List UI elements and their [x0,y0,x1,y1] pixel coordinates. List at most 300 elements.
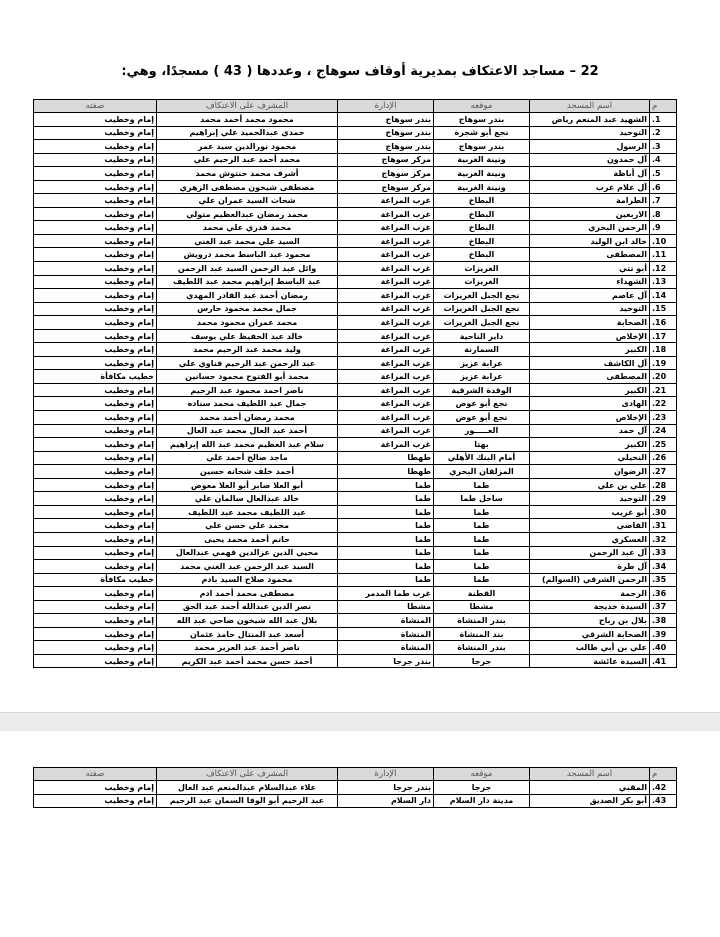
cell-supervisor: ناصر احمد محمود عبد الرحيم [157,383,338,397]
table-header-row [34,768,677,781]
cell-mosque-name: الكبير [530,383,650,397]
cell-role: خطيب مكافأة [34,370,157,384]
cell-administration: غرب المراغة [338,289,434,303]
cell-administration: طما [338,505,434,519]
cell-mosque-name: القاضي [530,519,650,533]
cell-location: عرابة عزيز [434,356,530,370]
cell-supervisor: عبد الرحمن عبد الرحيم قناوي علي [157,356,338,370]
cell-administration: بندر جرجا [338,781,434,795]
table-row [34,627,677,641]
cell-role: إمام وخطيب [34,262,157,276]
cell-supervisor: السيد عبد الرحمن عبد الغني محمد [157,560,338,574]
cell-administration: بندر سوهاج [338,140,434,154]
cell-supervisor: بلال عبد الله شيخون ضاحي عبد الله [157,614,338,628]
table-row [34,546,677,560]
cell-role: إمام وخطيب [34,383,157,397]
cell-supervisor: مصطفى شيخون مصطفى الزهري [157,180,338,194]
cell-administration: غرب المراغة [338,316,434,330]
cell-supervisor: عبد الرحيم أبو الوفا السمان عبد الرحيم [157,794,338,808]
cell-administration: غرب المراغة [338,343,434,357]
cell-mosque-name: التوحيد [530,302,650,316]
header-location: موقعه [434,768,530,781]
cell-role: إمام وخطيب [34,221,157,235]
table-row [34,532,677,546]
cell-role: إمام وخطيب [34,302,157,316]
cell-location: ونينة الغربية [434,180,530,194]
cell-role: إمام وخطيب [34,438,157,452]
table-row [34,587,677,601]
cell-role: إمام وخطيب [34,356,157,370]
cell-location: طما [434,505,530,519]
cell-num: 24. [650,424,677,438]
cell-mosque-name: الكبير [530,438,650,452]
cell-role: إمام وخطيب [34,234,157,248]
cell-administration: غرب طما المدمر [338,587,434,601]
cell-location: مدينة دار السلام [434,794,530,808]
header-num: م [650,768,677,781]
cell-role: إمام وخطيب [34,126,157,140]
cell-administration: غرب المراغة [338,302,434,316]
cell-num: 4. [650,153,677,167]
cell-location: أمام البنك الأهلي [434,451,530,465]
cell-num: 18. [650,343,677,357]
cell-mosque-name: بلال بن رباح [530,614,650,628]
cell-supervisor: جمال عبد اللطيف محمد سناده [157,397,338,411]
cell-administration: طهطا [338,451,434,465]
cell-num: 27. [650,465,677,479]
cell-location: البطاخ [434,207,530,221]
cell-supervisor: نصر الدين عبدالله أحمد عبد الحق [157,600,338,614]
cell-num: 13. [650,275,677,289]
cell-administration: طما [338,560,434,574]
cell-location: بندر المنشاة [434,614,530,628]
cell-mosque-name: آل الكاشف [530,356,650,370]
cell-administration: مركز سوهاج [338,167,434,181]
cell-supervisor: محمود نورالدين سيد عمر [157,140,338,154]
cell-role: إمام وخطيب [34,248,157,262]
cell-location: نجع أبو شجرة [434,126,530,140]
cell-mosque-name: الاربعين [530,207,650,221]
cell-mosque-name: الإخلاص [530,411,650,425]
cell-location: بندر المنشاة [434,641,530,655]
cell-role: إمام وخطيب [34,614,157,628]
cell-num: 2. [650,126,677,140]
cell-location: جرجا [434,781,530,795]
table-row [34,641,677,655]
table-row [34,614,677,628]
cell-administration: المنشاة [338,614,434,628]
cell-mosque-name: آل أباظة [530,167,650,181]
cell-num: 36. [650,587,677,601]
cell-location: طما [434,560,530,574]
cell-administration: غرب المراغة [338,262,434,276]
page-title: 22 – مساجد الاعتكاف بمديرية أوقاف سوهاج ، وعددها ( 43 ) مسجدًا، وهي: [121,64,599,79]
cell-num: 19. [650,356,677,370]
table-row [34,126,677,140]
cell-num: 15. [650,302,677,316]
cell-mosque-name: خالد ابن الوليد [530,234,650,248]
table-header-row [34,100,677,113]
cell-mosque-name: الشهداء [530,275,650,289]
mosques-table-continued [33,767,677,808]
table-row [34,316,677,330]
cell-supervisor: وائل عبد الرحمن السيد عبد الرحمن [157,262,338,276]
cell-mosque-name: الشهيد عبد المنعم رياض [530,113,650,127]
cell-mosque-name: التوحيد [530,126,650,140]
cell-supervisor: خالد عبد الحفيظ علي يوسف [157,329,338,343]
cell-supervisor: أبو العلا صابر أبو العلا معوض [157,478,338,492]
cell-mosque-name: السيدة عائشة [530,654,650,668]
table-row [34,356,677,370]
header-location: موقعه [434,100,530,113]
cell-administration: طما [338,546,434,560]
table-row [34,207,677,221]
cell-supervisor: محمود صلاح السيد بادم [157,573,338,587]
cell-supervisor: أسعد عبد المنتال حامد عثمان [157,627,338,641]
cell-administration: مركز سوهاج [338,153,434,167]
header-administration: الإدارة [338,100,434,113]
cell-supervisor: أحمد خلف شحاته حسين [157,465,338,479]
table-row [34,194,677,208]
cell-num: 10. [650,234,677,248]
cell-administration: غرب المراغة [338,397,434,411]
cell-num: 5. [650,167,677,181]
cell-supervisor: ناصر أحمد عبد العزيز محمد [157,641,338,655]
table-row [34,560,677,574]
cell-num: 14. [650,289,677,303]
cell-role: إمام وخطيب [34,289,157,303]
cell-supervisor: محيي الدين عزالدين فهمي عبدالعال [157,546,338,560]
cell-num: 40. [650,641,677,655]
cell-mosque-name: الرحمن الشرقي (السوالم) [530,573,650,587]
cell-role: إمام وخطيب [34,600,157,614]
cell-num: 3. [650,140,677,154]
table-row [34,781,677,795]
cell-supervisor: أحمد عبد العال محمد عبد العال [157,424,338,438]
cell-location: الغريزات [434,275,530,289]
document-page-2 [0,731,720,937]
cell-location: طما [434,546,530,560]
cell-location: بندر سوهاج [434,140,530,154]
table-row [34,505,677,519]
cell-location: الغريزات [434,262,530,276]
cell-administration: مشطا [338,600,434,614]
cell-num: 32. [650,532,677,546]
cell-administration: غرب المراغة [338,438,434,452]
cell-num: 12. [650,262,677,276]
table-row [34,438,677,452]
cell-num: 42. [650,781,677,795]
cell-location: مشطا [434,600,530,614]
cell-num: 7. [650,194,677,208]
cell-role: خطيب مكافأة [34,573,157,587]
cell-role: إمام وخطيب [34,546,157,560]
cell-location: نجع أبو عوض [434,397,530,411]
cell-role: إمام وخطيب [34,465,157,479]
cell-administration: طما [338,532,434,546]
cell-mosque-name: الصحابة الشرقي [530,627,650,641]
cell-supervisor: أشرف محمد حنتوش محمد [157,167,338,181]
cell-location: بهتا [434,438,530,452]
header-num: م [650,100,677,113]
cell-num: 20. [650,370,677,384]
cell-num: 22. [650,397,677,411]
cell-administration: غرب المراغة [338,329,434,343]
cell-location: ونينة الغربية [434,153,530,167]
cell-num: 8. [650,207,677,221]
cell-supervisor: شحات السيد عمران علي [157,194,338,208]
cell-supervisor: محمود محمد أحمد محمد [157,113,338,127]
cell-role: إمام وخطيب [34,275,157,289]
cell-supervisor: حمدي عبدالحميد علي إبراهيم [157,126,338,140]
cell-num: 26. [650,451,677,465]
cell-role: إمام وخطيب [34,207,157,221]
header-supervisor: المشرف على الاعتكاف [157,768,338,781]
cell-role: إمام وخطيب [34,505,157,519]
cell-location: طما [434,478,530,492]
cell-administration: طما [338,573,434,587]
cell-num: 29. [650,492,677,506]
table-row [34,343,677,357]
cell-mosque-name: آل طرة [530,560,650,574]
cell-mosque-name: الطرامة [530,194,650,208]
cell-administration: بندر جرجا [338,654,434,668]
cell-supervisor: عبد اللطيف محمد عبد اللطيف [157,505,338,519]
cell-location: القطنة [434,587,530,601]
cell-supervisor: سلام عبد العظيم محمد عبد الله إبراهيم [157,438,338,452]
cell-location: ساحل طما [434,492,530,506]
cell-role: إمام وخطيب [34,424,157,438]
cell-administration: غرب المراغة [338,275,434,289]
table-row [34,370,677,384]
cell-num: 6. [650,180,677,194]
cell-administration: المنشاة [338,641,434,655]
cell-administration: بندر سوهاج [338,126,434,140]
table-row [34,329,677,343]
cell-administration: غرب المراغة [338,411,434,425]
cell-role: إمام وخطيب [34,411,157,425]
cell-mosque-name: العسكري [530,532,650,546]
cell-location: طما [434,532,530,546]
cell-administration: طهطا [338,465,434,479]
cell-num: 17. [650,329,677,343]
cell-supervisor: رمضان أحمد عبد القادر المهدي [157,289,338,303]
cell-administration: طما [338,478,434,492]
cell-mosque-name: أبو غريب [530,505,650,519]
cell-mosque-name: السيدة خديجة [530,600,650,614]
table-row [34,654,677,668]
table-row [34,180,677,194]
cell-administration: غرب المراغة [338,370,434,384]
cell-role: إمام وخطيب [34,587,157,601]
cell-location: نجع الجبل الغريزات [434,289,530,303]
cell-num: 25. [650,438,677,452]
cell-role: إمام وخطيب [34,794,157,808]
cell-role: إمام وخطيب [34,451,157,465]
cell-location: البطاخ [434,248,530,262]
table-row [34,153,677,167]
cell-location: نجع الجبل الغريزات [434,316,530,330]
cell-supervisor: محمد أحمد عبد الرحيم علي [157,153,338,167]
cell-location: داير الناحية [434,329,530,343]
page-separator [0,712,720,732]
table-row [34,140,677,154]
cell-num: 35. [650,573,677,587]
cell-num: 39. [650,627,677,641]
table-row [34,302,677,316]
cell-num: 41. [650,654,677,668]
table-row [34,234,677,248]
cell-role: إمام وخطيب [34,519,157,533]
table-row [34,573,677,587]
cell-supervisor: عبد الباسط إبراهيم محمد عبد اللطيف [157,275,338,289]
cell-mosque-name: الكبير [530,343,650,357]
cell-administration: بندر سوهاج [338,113,434,127]
table-row [34,465,677,479]
cell-administration: مركز سوهاج [338,180,434,194]
cell-num: 11. [650,248,677,262]
cell-mosque-name: أبو بكر الصديق [530,794,650,808]
cell-role: إمام وخطيب [34,560,157,574]
cell-location: عرابة عزيز [434,370,530,384]
table-row [34,794,677,808]
table-row [34,424,677,438]
cell-location: البطاخ [434,221,530,235]
cell-location: طما [434,573,530,587]
cell-num: 37. [650,600,677,614]
cell-supervisor: أحمد حسن محمد أحمد عبد الكريم [157,654,338,668]
table-row [34,167,677,181]
cell-mosque-name: الرحمة [530,587,650,601]
cell-num: 31. [650,519,677,533]
table-row [34,478,677,492]
table-row [34,289,677,303]
table-row [34,383,677,397]
cell-role: إمام وخطيب [34,781,157,795]
cell-num: 38. [650,614,677,628]
cell-num: 23. [650,411,677,425]
cell-role: إمام وخطيب [34,316,157,330]
header-mosque-name: اسم المسجد [530,100,650,113]
cell-mosque-name: النخيلي [530,451,650,465]
cell-mosque-name: الصحابة [530,316,650,330]
cell-administration: غرب المراغة [338,248,434,262]
cell-location: السمارنة [434,343,530,357]
table-row [34,221,677,235]
cell-administration: غرب المراغة [338,194,434,208]
cell-administration: طما [338,492,434,506]
header-administration: الإدارة [338,768,434,781]
cell-supervisor: محمد علي حسن علي [157,519,338,533]
cell-num: 1. [650,113,677,127]
cell-role: إمام وخطيب [34,180,157,194]
cell-administration: غرب المراغة [338,221,434,235]
cell-location: بند المنشاة [434,627,530,641]
cell-location: الوقدة الشرقية [434,383,530,397]
cell-location: بندر سوهاج [434,113,530,127]
cell-location: البطاخ [434,194,530,208]
cell-role: إمام وخطيب [34,329,157,343]
table-row [34,451,677,465]
header-mosque-name: اسم المسجد [530,768,650,781]
cell-role: إمام وخطيب [34,654,157,668]
cell-supervisor: وليد محمد عبد الرحيم محمد [157,343,338,357]
cell-administration: المنشاة [338,627,434,641]
cell-mosque-name: الرضوان [530,465,650,479]
cell-role: إمام وخطيب [34,113,157,127]
table-row [34,600,677,614]
cell-supervisor: حاتم أحمد محمد يحيى [157,532,338,546]
cell-location: نجع أبو عوض [434,411,530,425]
cell-mosque-name: علي بن علي [530,478,650,492]
cell-administration: غرب المراغة [338,207,434,221]
table-row [34,397,677,411]
cell-supervisor: جمال محمد محمود حارس [157,302,338,316]
cell-role: إمام وخطيب [34,153,157,167]
cell-role: إمام وخطيب [34,397,157,411]
cell-num: 21. [650,383,677,397]
table-row [34,262,677,276]
table-row [34,519,677,533]
cell-location: طما [434,519,530,533]
cell-supervisor: محمد رمضان عبدالعظيم متولي [157,207,338,221]
header-supervisor: المشرف على الاعتكاف [157,100,338,113]
table-row [34,248,677,262]
cell-mosque-name: آل حمد [530,424,650,438]
cell-role: إمام وخطيب [34,627,157,641]
cell-mosque-name: المصطفى [530,248,650,262]
cell-supervisor: محمود عبد الباسط محمد درويش [157,248,338,262]
cell-supervisor: خالد عبدالعال سالمان علي [157,492,338,506]
cell-location: البطاخ [434,234,530,248]
cell-num: 34. [650,560,677,574]
cell-role: إمام وخطيب [34,140,157,154]
header-role: صفته [34,768,157,781]
cell-role: إمام وخطيب [34,532,157,546]
cell-mosque-name: آل عبد الرحمن [530,546,650,560]
cell-supervisor: ماجد صالح أحمد علي [157,451,338,465]
cell-role: إمام وخطيب [34,167,157,181]
cell-mosque-name: الرسول [530,140,650,154]
cell-administration: طما [338,519,434,533]
cell-role: إمام وخطيب [34,641,157,655]
cell-supervisor: محمد عمران محمود محمد [157,316,338,330]
cell-mosque-name: المقبي [530,781,650,795]
cell-administration: دار السلام [338,794,434,808]
table-row [34,492,677,506]
cell-mosque-name: آل حمدون [530,153,650,167]
cell-num: 33. [650,546,677,560]
cell-mosque-name: الهادى [530,397,650,411]
table-row [34,275,677,289]
cell-num: 43. [650,794,677,808]
cell-mosque-name: المصطفى [530,370,650,384]
cell-role: إمام وخطيب [34,478,157,492]
cell-supervisor: علاء عبدالسلام عبدالمنعم عبد العال [157,781,338,795]
cell-mosque-name: آل عاصم [530,289,650,303]
cell-mosque-name: أبو تتي [530,262,650,276]
cell-num: 9. [650,221,677,235]
cell-role: إمام وخطيب [34,194,157,208]
table-row [34,113,677,127]
cell-supervisor: محمد أبو الفتوح محمود حسانين [157,370,338,384]
cell-supervisor: مصطفى محمد أحمد ادم [157,587,338,601]
cell-mosque-name: الرحمن البحري [530,221,650,235]
table-row [34,411,677,425]
cell-supervisor: السيد علي محمد عبد الغني [157,234,338,248]
cell-supervisor: محمد قدري علي محمد [157,221,338,235]
cell-num: 16. [650,316,677,330]
